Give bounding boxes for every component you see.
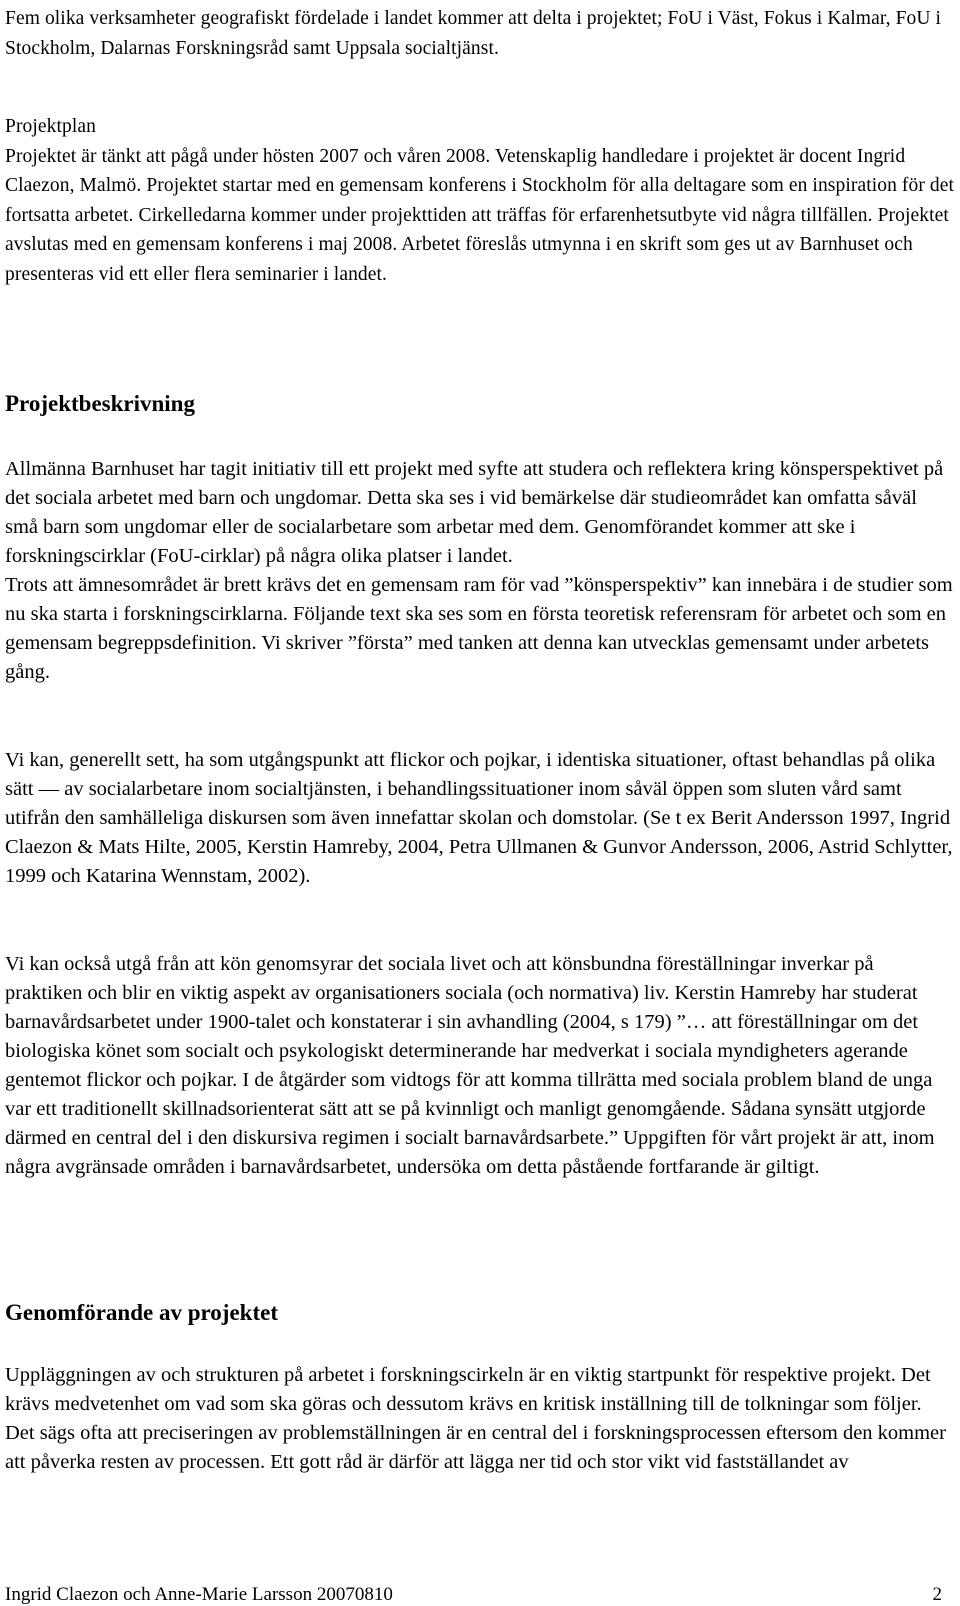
heading-genomforande: Genomförande av projektet [5,1300,278,1325]
kon-paragraph: Vi kan också utgå från att kön genomsyrar det sociala livet och att könsbundna föreställningar inverkar på praktiken och blir en viktig aspekt av organisationers sociala (och normativa) liv. Kerstin Hamreby har studerat barnavårdsarbetet under 1900-talet och konstaterar i sin avhandling (2004, s 179) ”… att föreställningar om det biologiska könet som socialt och psykologiskt determinerande har medverkat i sociala myndigheters agerande gentemot flickor och pojkar. I de åtgärder som vidtogs för att komma tillrätta med sociala problem bland de unga var ett traditionellt skillnadsorienterat sätt att se på kvinnligt och manligt genomgående. Sådana synsätt utgjorde därmed en central del i den diskursiva regimen i socialt barnavårdsarbete.” Uppgiften för vårt projekt är att, inom några avgränsade områden i barnavårdsarbetet, undersöka om detta påstående fortfarande är giltigt. [5,953,935,1178]
page-number: 2 [932,1584,942,1605]
projektbeskrivning-section [5,455,955,687]
utgangspunkt-paragraph: Vi kan, generellt sett, ha som utgångspunkt att flickor och pojkar, i identiska situationer, oftast behandlas på olika sätt — av socialarbetare inom socialtjänsten, i behandlingssituationer inom såväl öppen som sluten vård samt utifrån den samhälleliga diskursen som även innefattar skolan och domstolar. (Se t ex Berit Andersson 1997, Ingrid Claezon & Mats Hilte, 2005, Kerstin Hamreby, 2004, Petra Ullmanen & Gunvor Andersson, 2006, Astrid Schlytter, 1999 och Katarina Wennstam, 2002). [5,749,953,887]
projektplan-label: Projektplan [5,116,97,137]
heading-projektbeskrivning: Projektbeskrivning [5,391,195,416]
projektplan-section [5,112,955,289]
genomforande-paragraph: Uppläggningen av och strukturen på arbetet i forskningscirkeln är en viktig startpunkt för respektive projekt. Det krävs medvetenhet om vad som ska göras och dessutom krävs en kritisk inställning till de tolkningar som följer. Det sägs ofta att preciseringen av problemställningen är en central del i forskningsprocessen eftersom den kommer att påverka resten av processen. Ett gott råd är därför att lägga ner tid och stor vikt vid fastställandet av [5,1364,946,1473]
footer-authors: Ingrid Claezon och Anne-Marie Larsson 20070810 [5,1584,393,1605]
projektbeskrivning-paragraph-2: Trots att ämnesområdet är brett krävs det en gemensam ram för vad ”könsperspektiv” kan innebära i de studier som nu ska starta i forskningscirklarna. Följande text ska ses som en första teoretisk referensram för arbetet och som en gemensam begreppsdefinition. Vi skriver ”första” med tanken att denna kan utvecklas gemensamt under arbetets gång. [5,574,953,683]
projektbeskrivning-paragraph: Allmänna Barnhuset har tagit initiativ till ett projekt med syfte att studera och reflektera kring könsperspektivet på det sociala arbetet med barn och ungdomar. Detta ska ses i vid bemärkelse där studieområdet kan omfatta såväl små barn som ungdomar eller de socialarbetare som arbetar med dem. Genomförandet kommer att ske i forskningscirklar (FoU-cirklar) på några olika platser i landet. [5,458,944,567]
intro-paragraph: Fem olika verksamheter geografiskt fördelade i landet kommer att delta i projektet; FoU i Väst, Fokus i Kalmar, FoU i Stockholm, Dalarnas Forskningsråd samt Uppsala socialtjänst. [5,8,942,59]
projektplan-paragraph: Projektet är tänkt att pågå under hösten 2007 och våren 2008. Vetenskaplig handledare i projektet är docent Ingrid Claezon, Malmö. Projektet startar med en gemensam konferens i Stockholm för alla deltagare som en inspiration för det fortsatta arbetet. Cirkelledarna kommer under projekttiden att träffas för erfarenhetsutbyte vid några tillfällen. Projektet avslutas med en gemensam konferens i maj 2008. Arbetet föreslås utmynna i en skrift som ges ut av Barnhuset och presenteras vid ett eller flera seminarier i landet. [5,145,955,285]
